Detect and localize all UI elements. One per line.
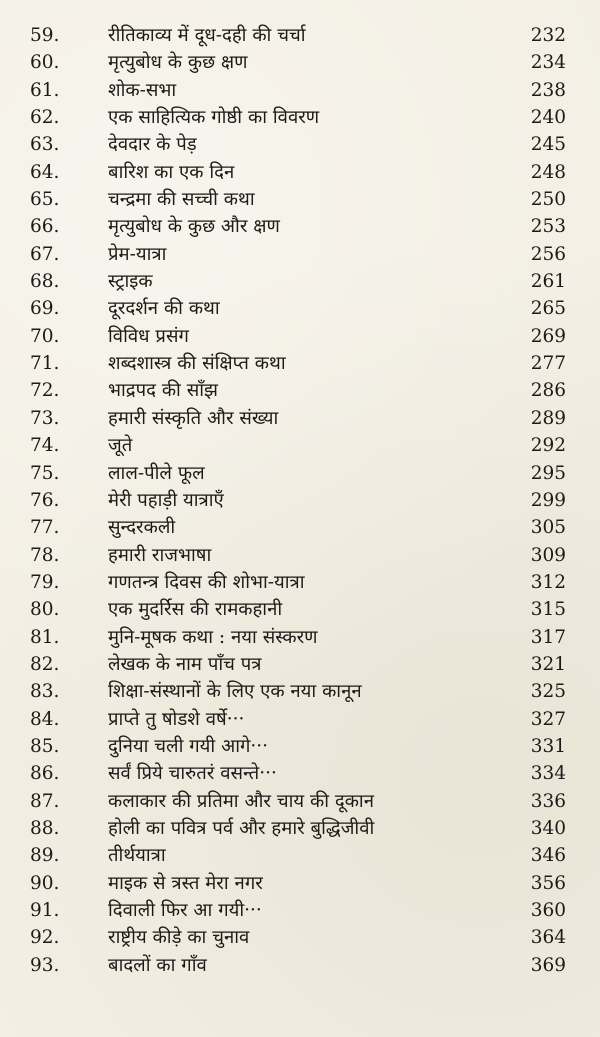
toc-row — [0, 323, 600, 350]
chapter-title: स्ट्राइक — [108, 271, 153, 293]
page-number: 232 — [530, 25, 566, 46]
toc-row — [0, 651, 600, 678]
chapter-title: दूरदर्शन की कथा — [108, 298, 220, 320]
page-number: 315 — [530, 599, 566, 621]
toc-row — [0, 49, 600, 76]
toc-row — [0, 350, 600, 377]
chapter-number: 84. — [30, 708, 60, 730]
chapter-title: मुनि-मूषक कथा : नया संस्करण — [108, 626, 318, 648]
page-number: 256 — [530, 243, 566, 265]
page-number: 250 — [530, 189, 566, 211]
chapter-number: 70. — [30, 325, 60, 347]
chapter-title: भाद्रपद की साँझ — [108, 380, 218, 402]
chapter-title: शिक्षा-संस्थानों के लिए एक नया कानून — [108, 681, 362, 703]
chapter-title: जूते — [108, 435, 133, 457]
toc-row — [0, 596, 600, 623]
toc-row — [0, 22, 600, 49]
chapter-number: 80. — [30, 599, 60, 621]
page-number: 248 — [530, 161, 566, 183]
toc-row — [0, 815, 600, 842]
chapter-title: बादलों का गाँव — [108, 954, 207, 976]
page-number: 253 — [530, 216, 566, 238]
page-number: 317 — [530, 626, 566, 648]
chapter-title: विविध प्रसंग — [108, 325, 189, 347]
chapter-title: चन्द्रमा की सच्ची कथा — [108, 189, 255, 211]
page-number: 340 — [530, 817, 566, 839]
toc-row — [0, 624, 600, 651]
chapter-title: कलाकार की प्रतिमा और चाय की दूकान — [108, 790, 374, 812]
chapter-title: प्रेम-यात्रा — [108, 243, 167, 265]
chapter-title: देवदार के पेड़ — [108, 134, 197, 156]
chapter-number: 63. — [30, 134, 60, 156]
chapter-number: 85. — [30, 735, 60, 757]
toc-row — [0, 377, 600, 404]
toc-row — [0, 159, 600, 186]
toc-row — [0, 733, 600, 760]
page-number: 289 — [530, 407, 566, 429]
chapter-title: सुन्दरकली — [108, 517, 176, 539]
chapter-number: 92. — [30, 927, 60, 949]
page-number: 356 — [530, 872, 566, 894]
chapter-number: 60. — [30, 52, 60, 74]
toc-row — [0, 295, 600, 322]
chapter-number: 66. — [30, 216, 60, 238]
toc-row — [0, 870, 600, 897]
page-number: 334 — [530, 763, 566, 785]
page-number: 325 — [530, 681, 566, 703]
chapter-title: प्राप्ते तु षोडशे वर्षे··· — [108, 708, 245, 730]
chapter-title: बारिश का एक दिन — [108, 161, 235, 183]
chapter-title: मेरी पहाड़ी यात्राएँ — [108, 489, 224, 511]
chapter-number: 67. — [30, 243, 60, 265]
toc-row — [0, 678, 600, 705]
toc-row — [0, 241, 600, 268]
toc-row — [0, 706, 600, 733]
chapter-number: 75. — [30, 462, 60, 484]
chapter-number: 79. — [30, 571, 60, 593]
page-number: 369 — [530, 954, 566, 976]
toc-row — [0, 788, 600, 815]
toc-row — [0, 405, 600, 432]
chapter-number: 83. — [30, 681, 60, 703]
toc-row — [0, 842, 600, 869]
chapter-number: 62. — [30, 107, 60, 129]
toc-row — [0, 186, 600, 213]
page-number: 234 — [530, 52, 566, 74]
chapter-title: मृत्युबोध के कुछ क्षण — [108, 52, 248, 74]
page-number: 269 — [530, 325, 566, 347]
chapter-number: 69. — [30, 298, 60, 320]
chapter-number: 87. — [30, 790, 60, 812]
chapter-number: 77. — [30, 517, 60, 539]
chapter-title: गणतन्त्र दिवस की शोभा-यात्रा — [108, 571, 305, 593]
page-number: 238 — [530, 79, 566, 101]
toc-row — [0, 213, 600, 240]
chapter-number: 68. — [30, 271, 60, 293]
chapter-title: एक साहित्यिक गोष्ठी का विवरण — [108, 107, 320, 129]
page-number: 360 — [530, 900, 566, 921]
chapter-number: 72. — [30, 380, 60, 402]
chapter-title: सर्वं प्रिये चारुतरं वसन्ते··· — [108, 763, 277, 785]
chapter-number: 86. — [30, 763, 60, 785]
chapter-title: लेखक के नाम पाँच पत्र — [108, 653, 262, 675]
page-number: 277 — [530, 353, 566, 375]
chapter-number: 89. — [30, 845, 60, 867]
toc-row — [0, 104, 600, 131]
chapter-title: मृत्युबोध के कुछ और क्षण — [108, 216, 280, 238]
chapter-title: माइक से त्रस्त मेरा नगर — [108, 872, 263, 894]
toc-row — [0, 569, 600, 596]
toc-row — [0, 897, 600, 924]
toc-row — [0, 432, 600, 459]
page-number: 305 — [530, 517, 566, 539]
chapter-number: 73. — [30, 407, 60, 429]
chapter-title: होली का पवित्र पर्व और हमारे बुद्धिजीवी — [108, 817, 375, 839]
chapter-number: 90. — [30, 872, 60, 894]
chapter-number: 74. — [30, 435, 60, 457]
chapter-title: एक मुदर्रिस की रामकहानी — [108, 599, 283, 621]
chapter-title: हमारी संस्कृति और संख्या — [108, 407, 279, 429]
chapter-number: 82. — [30, 653, 60, 675]
page-number: 327 — [530, 708, 566, 730]
chapter-number: 78. — [30, 544, 60, 566]
toc-row — [0, 460, 600, 487]
chapter-title: शब्दशास्त्र की संक्षिप्त कथा — [108, 353, 286, 375]
toc-row — [0, 77, 600, 104]
page-number: 299 — [530, 489, 566, 511]
toc-row — [0, 487, 600, 514]
chapter-title: दुनिया चली गयी आगे··· — [108, 735, 269, 757]
chapter-number: 61. — [30, 79, 60, 101]
page-number: 312 — [530, 571, 566, 593]
toc-row — [0, 268, 600, 295]
chapter-title: लाल-पीले फूल — [108, 462, 205, 484]
page-number: 286 — [530, 380, 566, 402]
chapter-number: 65. — [30, 189, 60, 211]
toc-row — [0, 760, 600, 787]
chapter-title: शोक-सभा — [108, 79, 177, 101]
page-number: 309 — [530, 544, 566, 566]
chapter-number: 93. — [30, 954, 60, 976]
page-number: 331 — [530, 735, 566, 757]
chapter-number: 76. — [30, 489, 60, 511]
page-number: 261 — [530, 271, 566, 293]
page-number: 321 — [530, 653, 566, 675]
page-number: 295 — [530, 462, 566, 484]
table-of-contents — [0, 22, 600, 979]
chapter-title: हमारी राजभाषा — [108, 544, 212, 566]
chapter-title: राष्ट्रीय कीड़े का चुनाव — [108, 927, 250, 949]
chapter-title: तीर्थयात्रा — [108, 845, 166, 867]
toc-row — [0, 542, 600, 569]
chapter-number: 64. — [30, 161, 60, 183]
page-number: 336 — [530, 790, 566, 812]
page-number: 245 — [530, 134, 566, 156]
chapter-number: 91. — [30, 900, 60, 921]
toc-row — [0, 514, 600, 541]
page-number: 265 — [530, 298, 566, 320]
page-number: 346 — [530, 845, 566, 867]
page-number: 292 — [530, 435, 566, 457]
chapter-number: 88. — [30, 817, 60, 839]
toc-row — [0, 952, 600, 979]
toc-row — [0, 924, 600, 951]
chapter-title: रीतिकाव्य में दूध-दही की चर्चा — [108, 25, 306, 46]
page-number: 364 — [530, 927, 566, 949]
toc-row — [0, 131, 600, 158]
chapter-number: 59. — [30, 25, 60, 46]
chapter-number: 81. — [30, 626, 60, 648]
chapter-number: 71. — [30, 353, 60, 375]
page-number: 240 — [530, 107, 566, 129]
chapter-title: दिवाली फिर आ गयी··· — [108, 900, 262, 921]
